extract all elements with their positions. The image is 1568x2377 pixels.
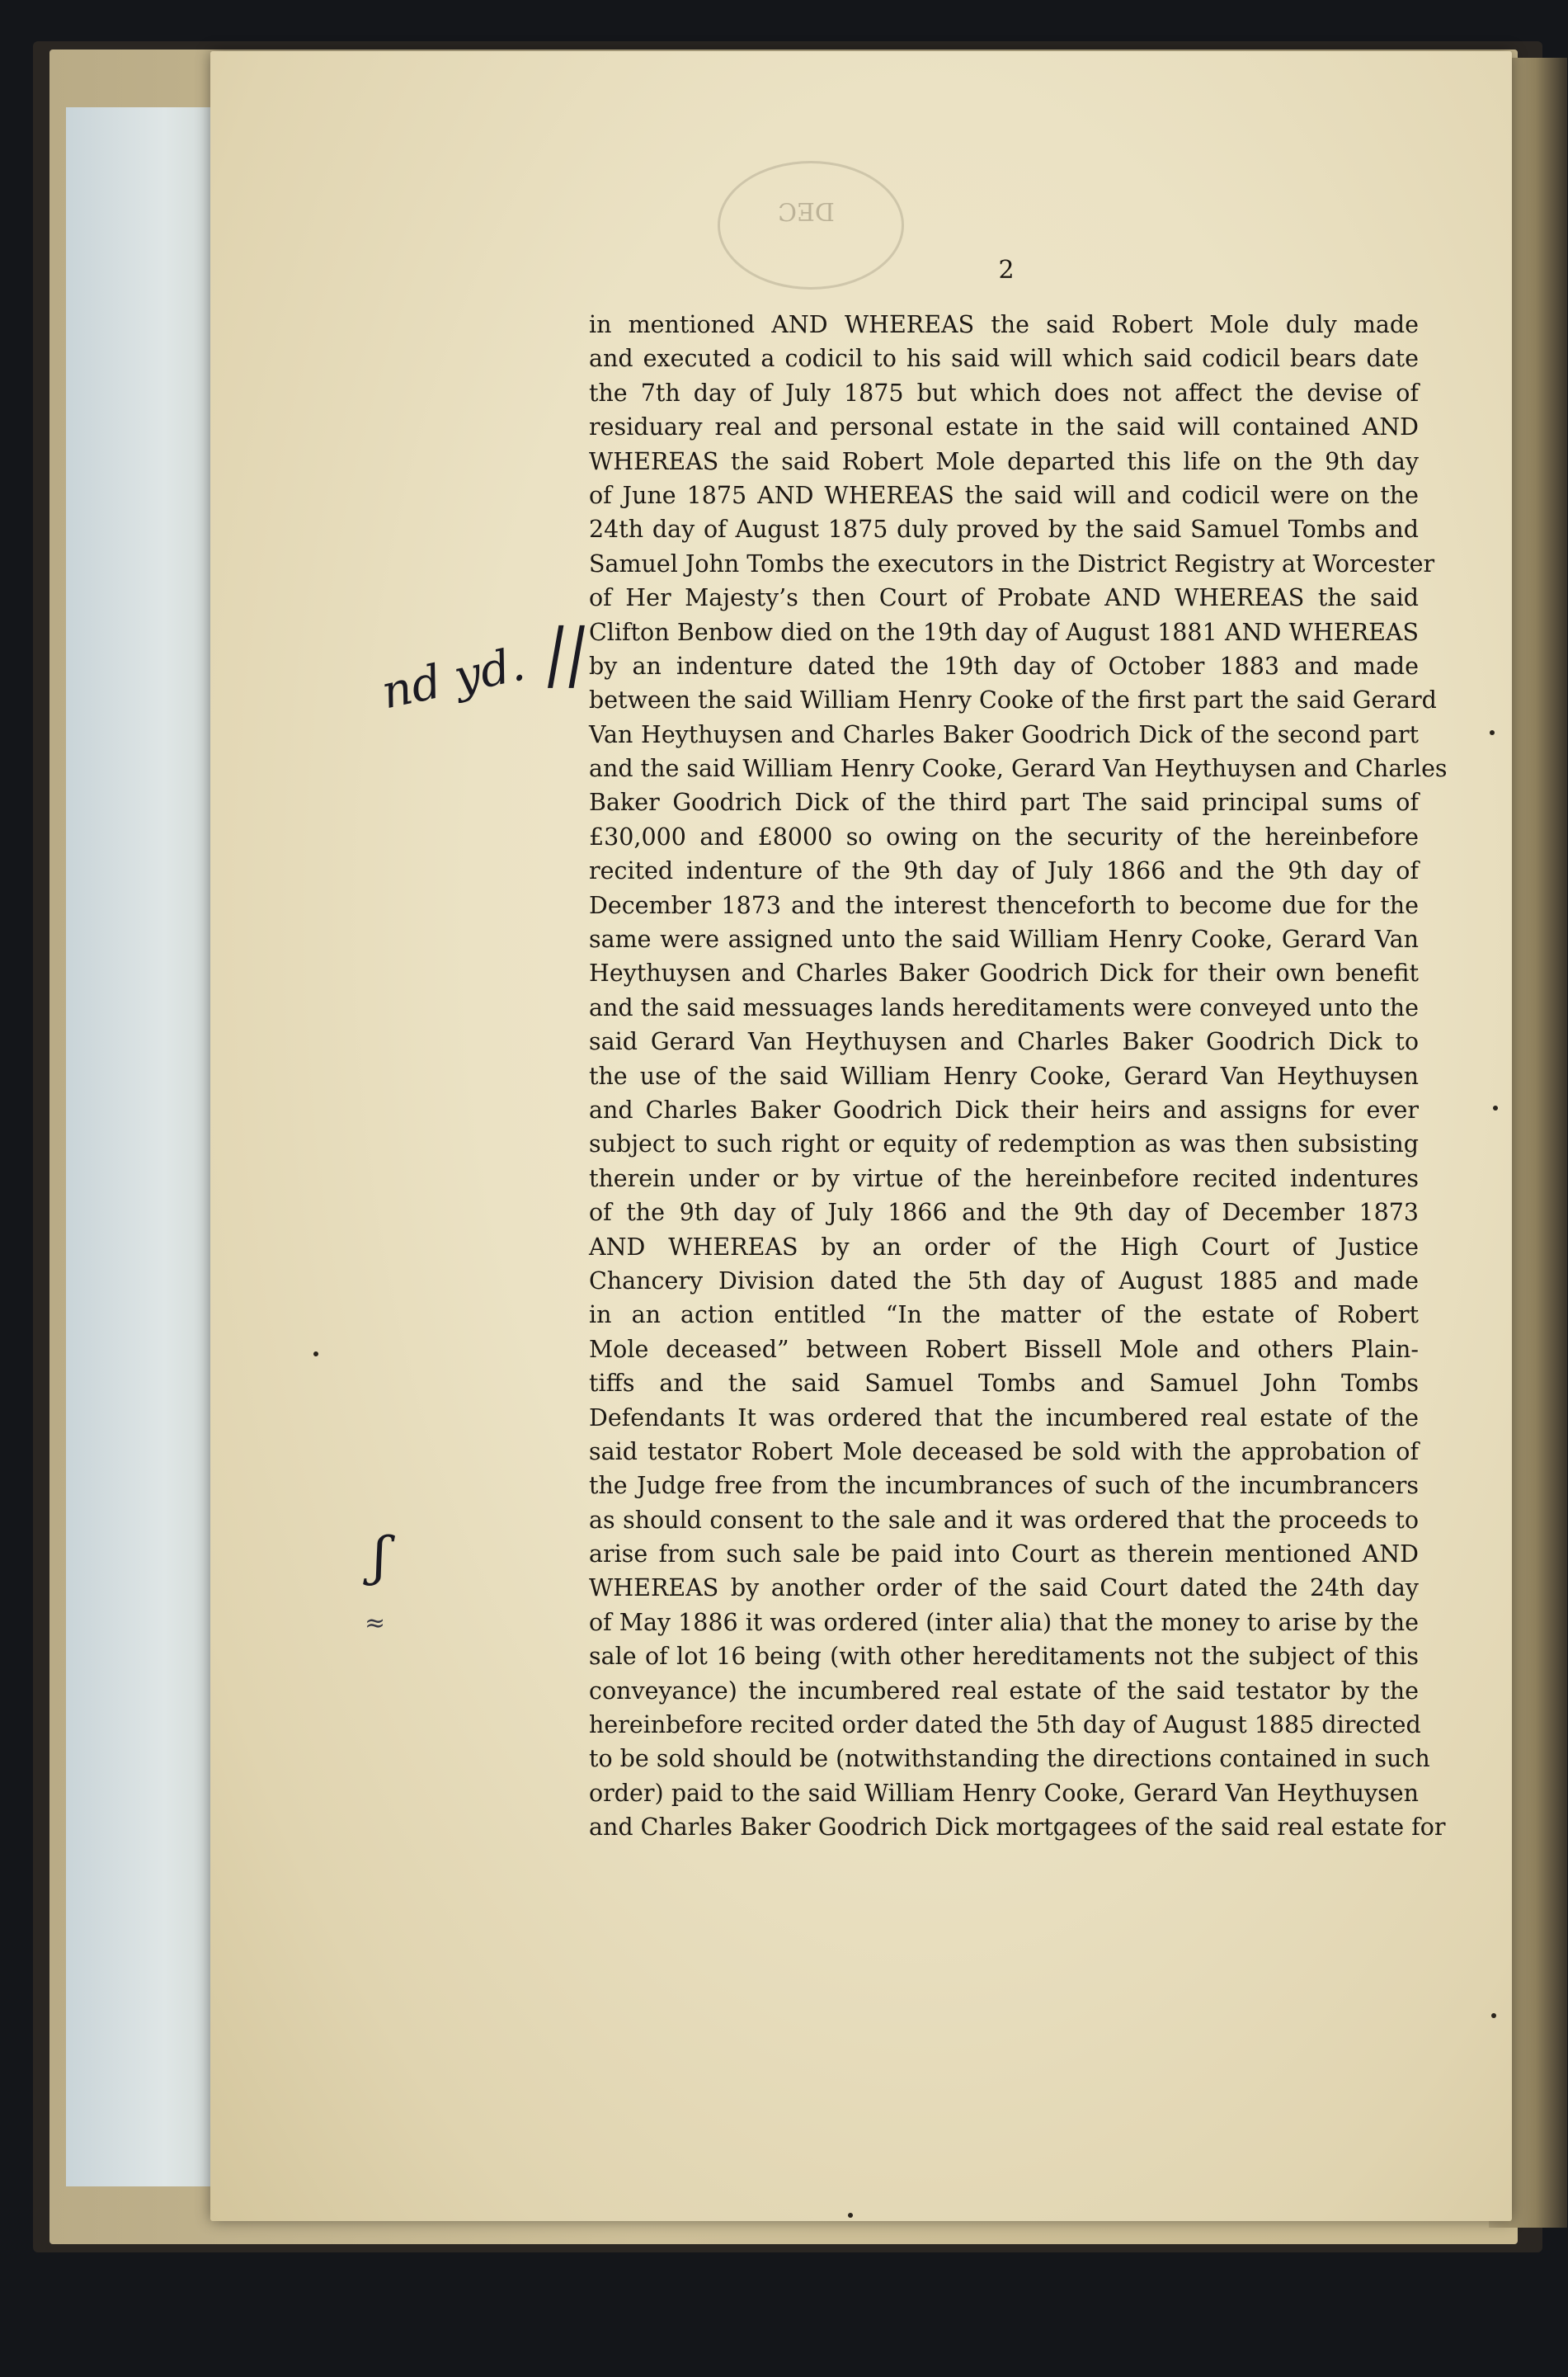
text-line: subject to such right or equity of redemption as was then subsisting xyxy=(589,1130,1419,1158)
text-line: Clifton Benbow died on the 19th day of August 1881 AND WHEREAS xyxy=(589,618,1419,646)
text-line: said testator Robert Mole deceased be sold with the approbation of xyxy=(589,1437,1419,1465)
paper-speck xyxy=(313,1351,318,1356)
text-line: the 7th day of July 1875 but which does not affect the devise of xyxy=(589,379,1419,407)
page-number: 2 xyxy=(998,256,1015,285)
text-line: 24th day of August 1875 duly proved by the said Samuel Tombs and xyxy=(589,516,1419,544)
text-line: the Judge free from the incumbrances of such of the incumbrancers xyxy=(589,1472,1419,1500)
deed-body-text xyxy=(589,308,1448,1845)
text-line: and Charles Baker Goodrich Dick their heirs and assigns for ever xyxy=(589,1096,1419,1124)
text-line: hereinbefore recited order dated the 5th day of August 1885 directed xyxy=(589,1711,1421,1739)
text-line: conveyance) the incumbered real estate of the said testator by the xyxy=(589,1677,1419,1705)
text-line: Mole deceased” between Robert Bissell Mole and others Plain- xyxy=(589,1335,1419,1363)
text-line: arise from such sale be paid into Court as therein mentioned AND xyxy=(589,1540,1419,1568)
text-line: of June 1875 AND WHEREAS the said will and codicil were on the xyxy=(589,481,1419,509)
blue-paper-flap xyxy=(66,107,233,2186)
text-line: said Gerard Van Heythuysen and Charles Baker Goodrich Dick to xyxy=(589,1028,1419,1056)
text-line: Samuel John Tombs the executors in the District Registry at Worcester xyxy=(589,549,1435,578)
paper-speck xyxy=(1490,730,1495,735)
text-line: Heythuysen and Charles Baker Goodrich Dick for their own benefit xyxy=(589,960,1419,988)
text-line: residuary real and personal estate in the said will contained AND xyxy=(589,413,1419,441)
text-line: of May 1886 it was ordered (inter alia) that the money to arise by the xyxy=(589,1608,1419,1636)
margin-annotation-mark: ≈ xyxy=(365,1609,386,1638)
text-line: same were assigned unto the said William Henry Cooke, Gerard Van xyxy=(589,926,1419,954)
faded-stamp xyxy=(718,161,904,290)
text-line: sale of lot 16 being (with other hereditaments not the subject of this xyxy=(589,1643,1419,1671)
text-line: of the 9th day of July 1866 and the 9th day of December 1873 xyxy=(589,1199,1419,1227)
text-line: Baker Goodrich Dick of the third part The said principal sums of xyxy=(589,789,1419,817)
text-line: and the said William Henry Cooke, Gerard Van Heythuysen and Charles xyxy=(589,755,1448,783)
margin-annotation-initials: nd yd. xyxy=(377,637,530,720)
text-line: December 1873 and the interest thenceforth to become due for the xyxy=(589,891,1419,919)
paper-speck xyxy=(848,2213,853,2218)
text-line: £30,000 and £8000 so owing on the security of the hereinbefore xyxy=(589,823,1419,851)
text-line: AND WHEREAS by an order of the High Court of Justice xyxy=(589,1233,1419,1261)
text-line: Defendants It was ordered that the incumbered real estate of the xyxy=(589,1403,1419,1431)
text-line: WHEREAS the said Robert Mole departed this life on the 9th day xyxy=(589,447,1419,475)
text-line: and executed a codicil to his said will which said codicil bears date xyxy=(589,345,1419,373)
paper-speck xyxy=(1491,2013,1496,2018)
text-line: and the said messuages lands hereditaments were conveyed unto the xyxy=(589,993,1419,1021)
text-line: Chancery Division dated the 5th day of August 1885 and made xyxy=(589,1266,1419,1295)
margin-annotation-squiggle: ʃ xyxy=(373,1526,388,1587)
text-line: recited indenture of the 9th day of July 1866 and the 9th day of xyxy=(589,857,1419,885)
text-line: as should consent to the sale and it was ordered that the proceeds to xyxy=(589,1506,1419,1534)
text-line: order) paid to the said William Henry Cooke, Gerard Van Heythuysen xyxy=(589,1779,1419,1807)
stamp-text: DEC xyxy=(778,196,835,225)
margin-annotation-bars: || xyxy=(539,615,596,688)
text-line: by an indenture dated the 19th day of October 1883 and made xyxy=(589,652,1419,680)
text-line: in an action entitled “In the matter of the estate of Robert xyxy=(589,1301,1419,1329)
text-line: Van Heythuysen and Charles Baker Goodrich Dick of the second part xyxy=(589,720,1419,748)
text-line: WHEREAS by another order of the said Court dated the 24th day xyxy=(589,1574,1419,1602)
text-line: and Charles Baker Goodrich Dick mortgagees of the said real estate for xyxy=(589,1813,1446,1842)
text-line: between the said William Henry Cooke of the first part the said Gerard xyxy=(589,686,1437,715)
text-line: to be sold should be (notwithstanding the directions contained in such xyxy=(589,1745,1430,1773)
text-line: in mentioned AND WHEREAS the said Robert Mole duly made xyxy=(589,311,1419,338)
paper-speck xyxy=(1493,1106,1498,1111)
text-line: the use of the said William Henry Cooke, Gerard Van Heythuysen xyxy=(589,1062,1419,1090)
text-line: tiffs and the said Samuel Tombs and Samuel John Tombs xyxy=(589,1370,1419,1398)
text-line: of Her Majesty’s then Court of Probate AND WHEREAS the said xyxy=(589,584,1419,612)
text-line: therein under or by virtue of the hereinbefore recited indentures xyxy=(589,1164,1419,1192)
